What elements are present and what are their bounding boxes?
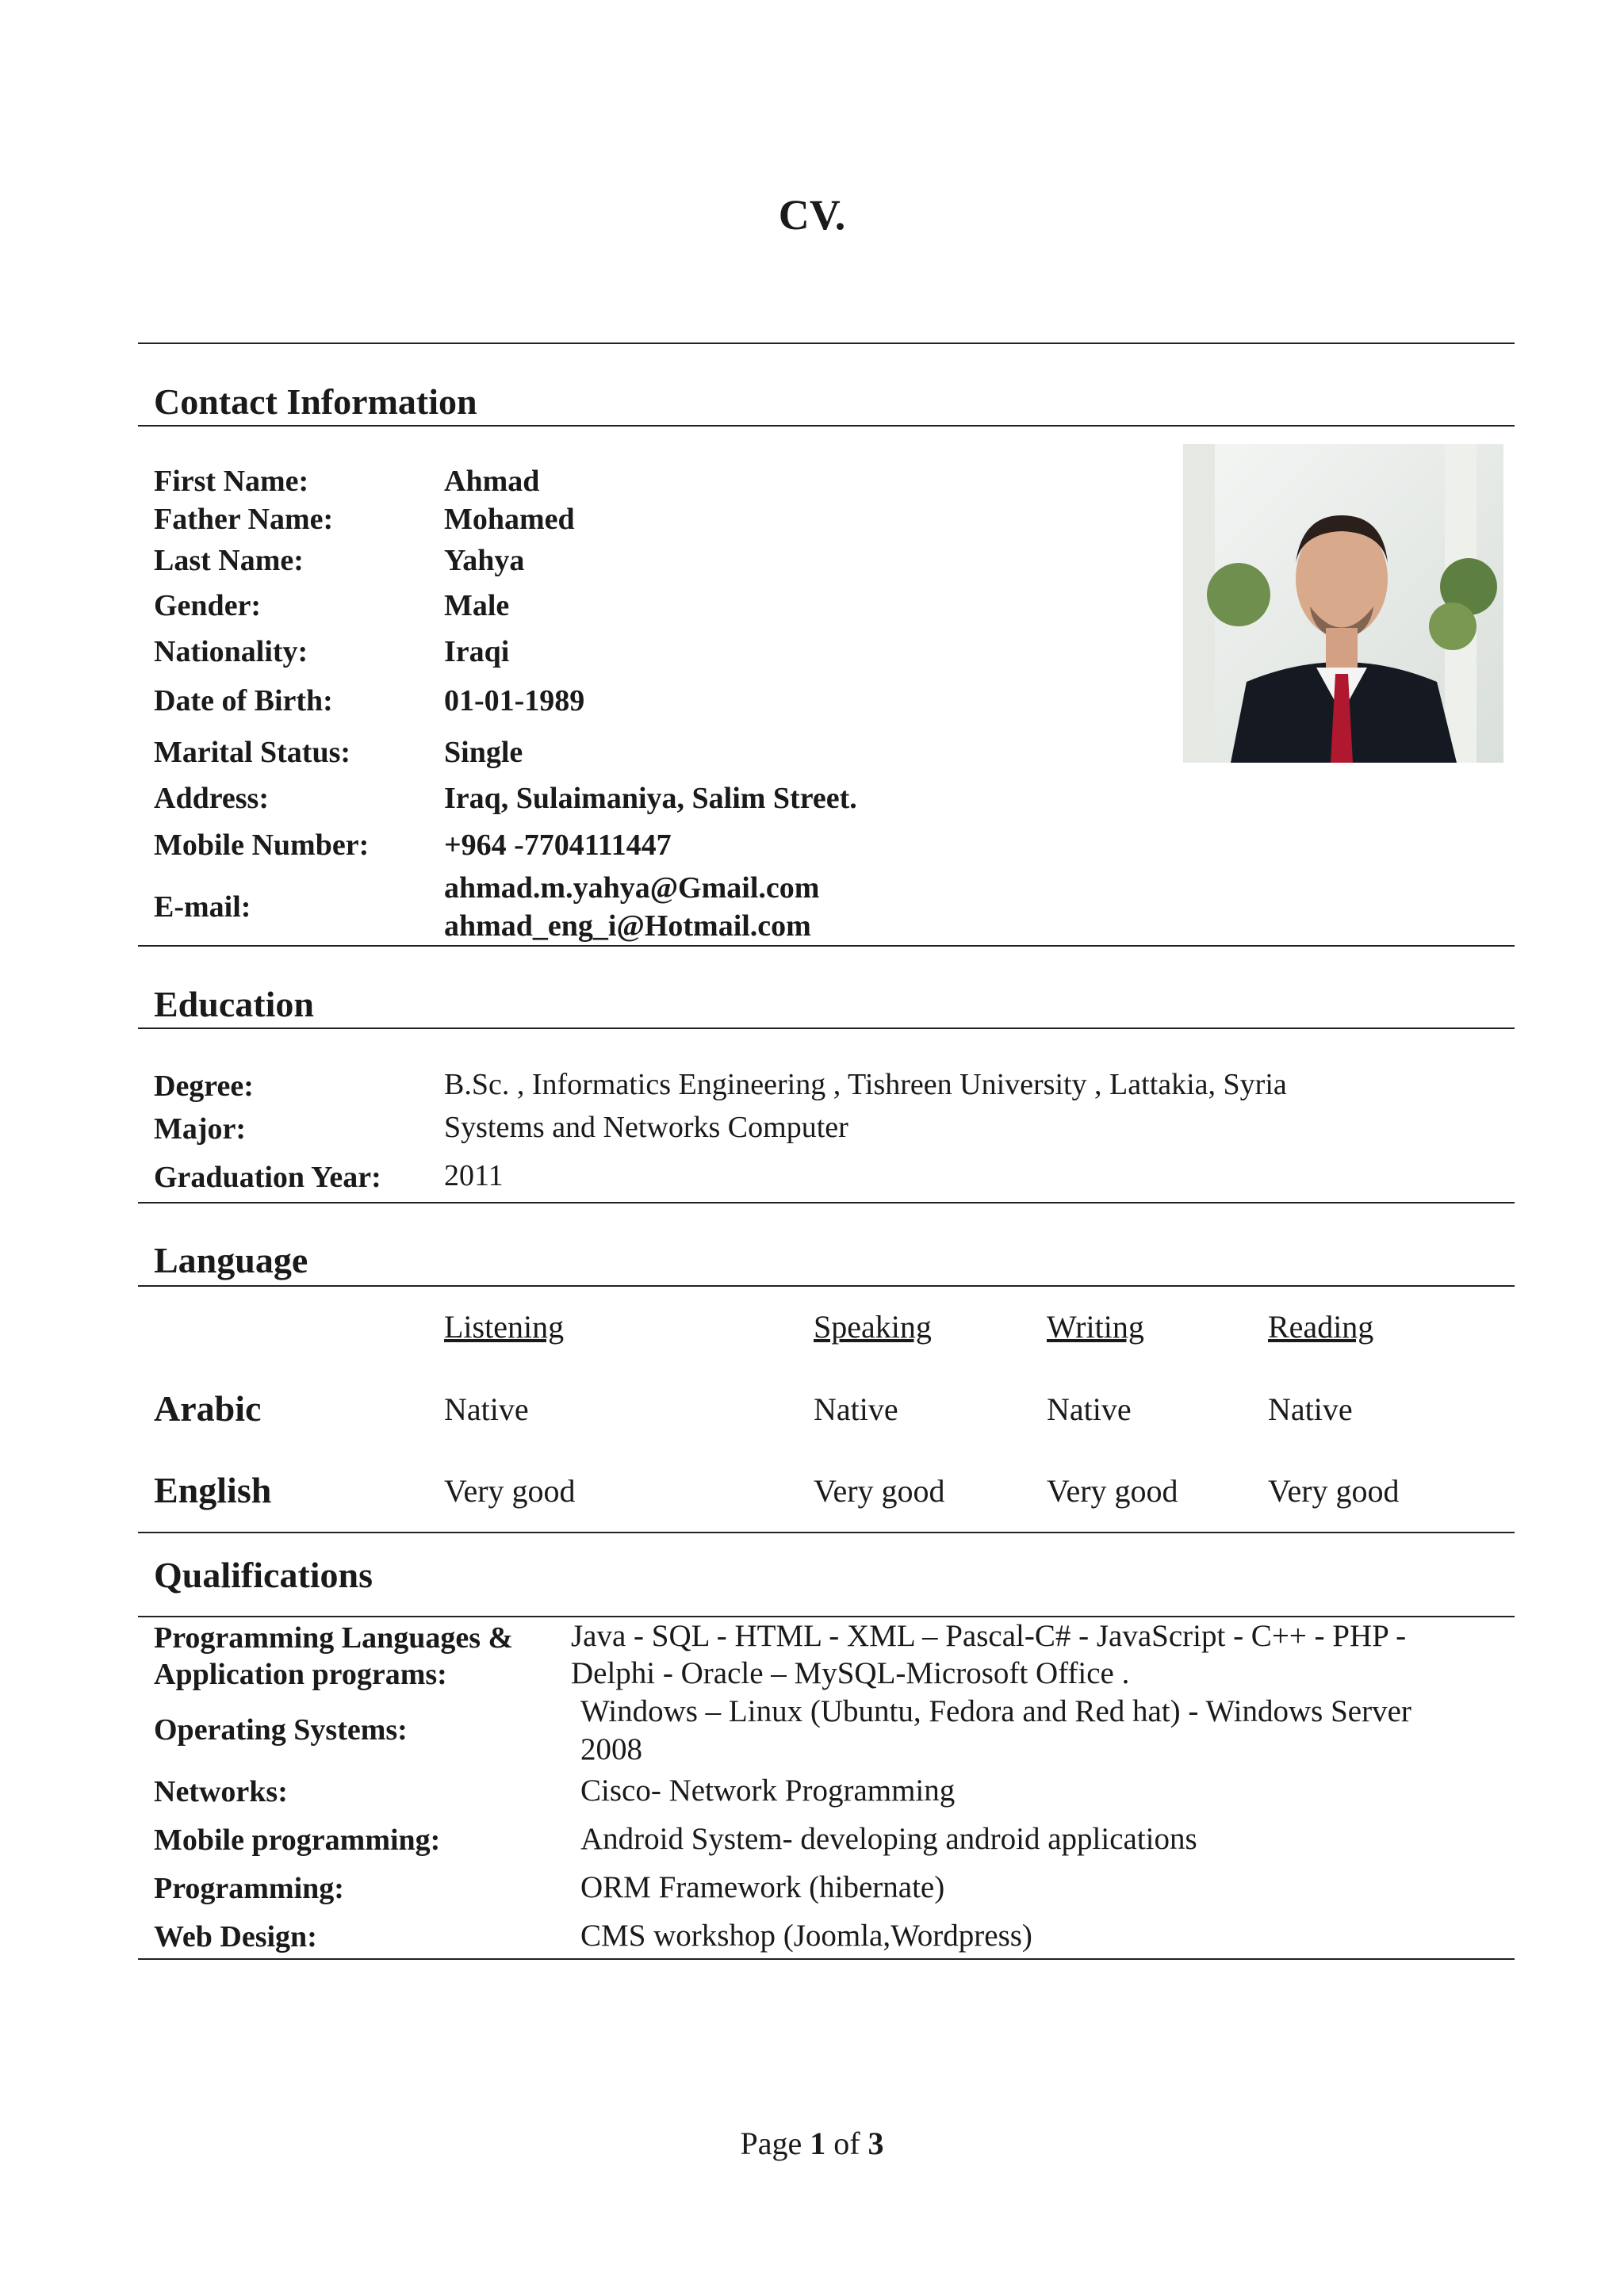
- divider: [138, 1532, 1515, 1533]
- major-label: Major:: [154, 1112, 247, 1146]
- divider: [138, 1958, 1515, 1960]
- divider: [138, 945, 1515, 947]
- qualifications-heading: Qualifications: [154, 1555, 373, 1595]
- document-title: CV.: [778, 191, 846, 239]
- address-label: Address:: [154, 782, 269, 815]
- total-pages: 3: [868, 2126, 884, 2161]
- major-value: Systems and Networks Computer: [444, 1111, 848, 1144]
- language-heading: Language: [154, 1240, 308, 1280]
- programming-languages-label: Programming Languages &: [154, 1621, 514, 1655]
- arabic-writing: Native: [1047, 1391, 1132, 1427]
- page-number: [0, 2125, 1624, 2162]
- divider: [138, 1027, 1515, 1029]
- address-value: Iraq, Sulaimaniya, Salim Street.: [444, 782, 857, 815]
- arabic-reading: Native: [1268, 1391, 1353, 1427]
- degree-value: B.Sc. , Informatics Engineering , Tishreen University , Lattakia, Syria: [444, 1068, 1287, 1101]
- divider: [138, 425, 1515, 427]
- graduation-year-value: 2011: [444, 1159, 504, 1192]
- divider: [138, 1616, 1515, 1617]
- operating-systems-value: Windows – Linux (Ubuntu, Fedora and Red hat) - Windows Server: [580, 1694, 1411, 1728]
- english-writing: Very good: [1047, 1473, 1178, 1509]
- programming-languages-value: Delphi - Oracle – MySQL-Microsoft Office .: [571, 1656, 1130, 1690]
- english-reading: Very good: [1268, 1473, 1400, 1509]
- networks-label: Networks:: [154, 1775, 288, 1808]
- page-prefix: Page: [740, 2126, 810, 2161]
- current-page: 1: [810, 2126, 826, 2161]
- last-name-value: Yahya: [444, 544, 525, 577]
- programming-value: ORM Framework (hibernate): [580, 1870, 945, 1904]
- date-of-birth-value: 01-01-1989: [444, 684, 585, 718]
- contact-heading: Contact Information: [154, 381, 477, 422]
- programming-languages-value: Java - SQL - HTML - XML – Pascal-C# - JavaScript - C++ - PHP -: [571, 1619, 1407, 1653]
- language-name-arabic: Arabic: [154, 1388, 262, 1429]
- divider: [138, 342, 1515, 344]
- language-name-english: English: [154, 1470, 272, 1510]
- reading-column-header: Reading: [1268, 1309, 1374, 1345]
- english-listening: Very good: [444, 1473, 576, 1509]
- profile-photo: [1183, 444, 1503, 763]
- listening-column-header: Listening: [444, 1309, 565, 1345]
- writing-column-header: Writing: [1047, 1309, 1144, 1345]
- father-name-label: Father Name:: [154, 503, 334, 536]
- degree-label: Degree:: [154, 1070, 254, 1103]
- english-speaking: Very good: [814, 1473, 945, 1509]
- last-name-label: Last Name:: [154, 544, 304, 577]
- first-name-value: Ahmad: [444, 465, 540, 498]
- first-name-label: First Name:: [154, 465, 309, 498]
- arabic-listening: Native: [444, 1391, 529, 1427]
- web-design-label: Web Design:: [154, 1920, 317, 1954]
- father-name-value: Mohamed: [444, 503, 575, 536]
- programming-label: Programming:: [154, 1872, 344, 1905]
- nationality-label: Nationality:: [154, 635, 308, 668]
- date-of-birth-label: Date of Birth:: [154, 684, 333, 718]
- nationality-value: Iraqi: [444, 635, 510, 668]
- email-primary[interactable]: ahmad.m.yahya@Gmail.com: [444, 871, 820, 905]
- programming-languages-label: Application programs:: [154, 1658, 447, 1691]
- gender-value: Male: [444, 589, 510, 622]
- networks-value: Cisco- Network Programming: [580, 1774, 956, 1808]
- email-label: E-mail:: [154, 890, 251, 924]
- mobile-programming-value: Android System- developing android applications: [580, 1822, 1197, 1856]
- education-heading: Education: [154, 984, 314, 1024]
- web-design-value: CMS workshop (Joomla,Wordpress): [580, 1919, 1032, 1953]
- arabic-speaking: Native: [814, 1391, 898, 1427]
- page-of: of: [825, 2126, 868, 2161]
- mobile-number-label: Mobile Number:: [154, 828, 370, 862]
- marital-status-label: Marital Status:: [154, 736, 351, 769]
- divider: [138, 1285, 1515, 1287]
- graduation-year-label: Graduation Year:: [154, 1161, 381, 1194]
- email-secondary[interactable]: ahmad_eng_i@Hotmail.com: [444, 909, 811, 943]
- marital-status-value: Single: [444, 736, 523, 769]
- operating-systems-label: Operating Systems:: [154, 1713, 408, 1747]
- operating-systems-value: 2008: [580, 1732, 642, 1766]
- mobile-programming-label: Mobile programming:: [154, 1823, 441, 1857]
- divider: [138, 1202, 1515, 1203]
- gender-label: Gender:: [154, 589, 262, 622]
- mobile-number-value: +964 -7704111447: [444, 828, 672, 862]
- speaking-column-header: Speaking: [814, 1309, 932, 1345]
